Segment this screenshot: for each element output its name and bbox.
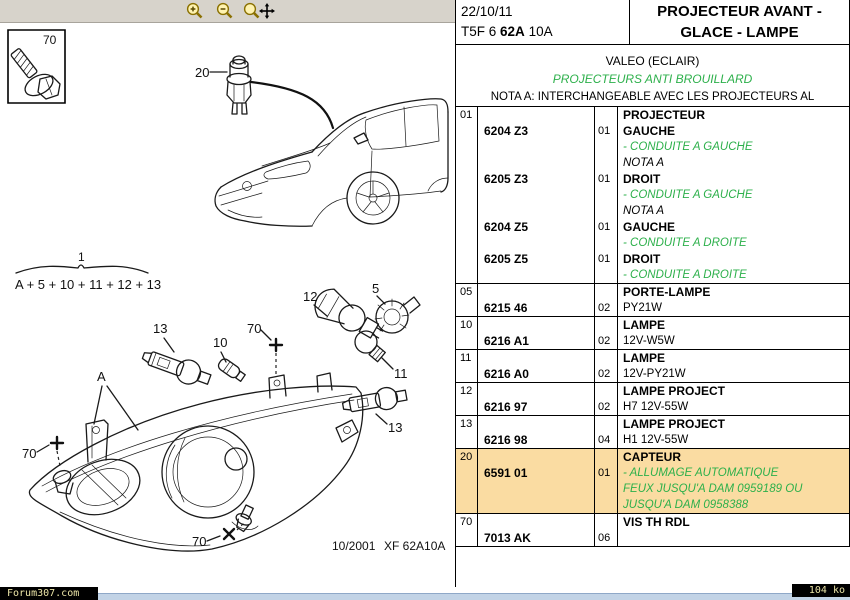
bulb-w5w xyxy=(217,357,247,383)
callout-a-label: A xyxy=(97,369,106,384)
zoom-out-icon[interactable] xyxy=(210,1,240,21)
sensor-part xyxy=(227,56,251,114)
bulb-h1-upper xyxy=(139,344,213,390)
notes-box xyxy=(456,45,850,107)
zoom-toolbar xyxy=(0,0,455,23)
lamp-holder xyxy=(375,297,420,333)
parts-section-05[interactable]: 05 PORTE-LAMPE 6215 46 02 PY21W xyxy=(456,283,849,316)
car-illustration xyxy=(215,99,448,226)
screw-mark-bottom xyxy=(224,503,257,539)
filesize-badge: 104 ko xyxy=(792,584,850,597)
parts-section-13[interactable]: 13 LAMPE PROJECT 6216 98 04 H1 12V-55W xyxy=(456,415,849,448)
screw-mark-left xyxy=(51,437,73,494)
catalog-date: 22/10/11 xyxy=(461,4,513,19)
callout-70-left-label: 70 xyxy=(22,446,37,461)
parts-section-20-highlighted[interactable]: 20 CAPTEUR 6591 01 01 - ALLUMAGE AUTOMATIQUE FEUX JUSQU'A DAM 0959189 OU JUSQU'A DAM 0958388 xyxy=(456,448,849,513)
diagram-footer-date: 10/2001 xyxy=(332,539,376,553)
zoom-pan-icon[interactable] xyxy=(240,1,278,21)
headlight-housing xyxy=(29,373,362,551)
parts-list-panel xyxy=(455,0,850,587)
bolt-icon xyxy=(10,48,60,100)
page-header xyxy=(456,0,850,45)
bulb-py21w xyxy=(355,331,385,362)
callout-70-top-label: 70 xyxy=(247,321,262,336)
nota-label: NOTA A: INTERCHANGEABLE AVEC LES PROJECTEURS AL xyxy=(490,91,815,103)
page-title: PROJECTEUR AVANT - GLACE - LAMPE xyxy=(657,3,822,41)
callout-5-label: 5 xyxy=(372,281,380,296)
assembly-group-label xyxy=(15,250,161,292)
bolt-inset xyxy=(8,30,65,103)
supplier-label: VALEO (ECLAIR) xyxy=(605,54,700,68)
subtitle-label: PROJECTEURS ANTI BROUILLARD xyxy=(552,72,753,86)
assembly-number: 1 xyxy=(78,250,85,264)
parts-section-70[interactable]: 70 VIS TH RDL 7013 AK 06 xyxy=(456,513,849,546)
zoom-in-icon[interactable] xyxy=(180,1,210,21)
diagram-footer-code: XF 62A10A xyxy=(384,539,446,553)
parts-table xyxy=(456,107,850,547)
inset-label: 70 xyxy=(43,33,57,47)
callout-70-bottom-label: 70 xyxy=(192,534,207,549)
callout-13b-label: 13 xyxy=(388,420,403,435)
horizontal-scrollbar[interactable] xyxy=(0,593,850,600)
parts-section-10[interactable]: 10 LAMPE 6216 A1 02 12V-W5W xyxy=(456,316,849,349)
watermark-bar: Forum307.com xyxy=(0,587,98,600)
assembly-formula: A + 5 + 10 + 11 + 12 + 13 xyxy=(15,277,162,292)
parts-section-11[interactable]: 11 LAMPE 6216 A0 02 12V-PY21W xyxy=(456,349,849,382)
parts-section-12[interactable]: 12 LAMPE PROJECT 6216 97 02 H7 12V-55W xyxy=(456,382,849,415)
callout-11-label: 11 xyxy=(394,366,408,381)
callout-12-label: 12 xyxy=(303,289,318,304)
callout-20-label: 20 xyxy=(195,65,210,80)
exploded-view-diagram xyxy=(0,22,455,587)
callout-10-label: 10 xyxy=(213,335,228,350)
parts-section-01[interactable]: 01 PROJECTEUR 6204 Z3 01 GAUCHE - CONDUITE A GAUCHE NOTA A 6205 Z3 01 DROIT - CONDUITE A GAUCHE NOTA A 6204 Z5 01 GAUCHE - CONDUITE A DROITE 6205 Z5 01 DROIT - CONDUITE A DROITE xyxy=(456,107,849,283)
callout-13a-label: 13 xyxy=(153,321,168,336)
catalog-reference: T5F 6 62A 10A xyxy=(461,24,553,39)
brace xyxy=(16,265,148,273)
sensor-leader-line xyxy=(251,82,333,128)
screw-mark-top xyxy=(270,339,282,374)
